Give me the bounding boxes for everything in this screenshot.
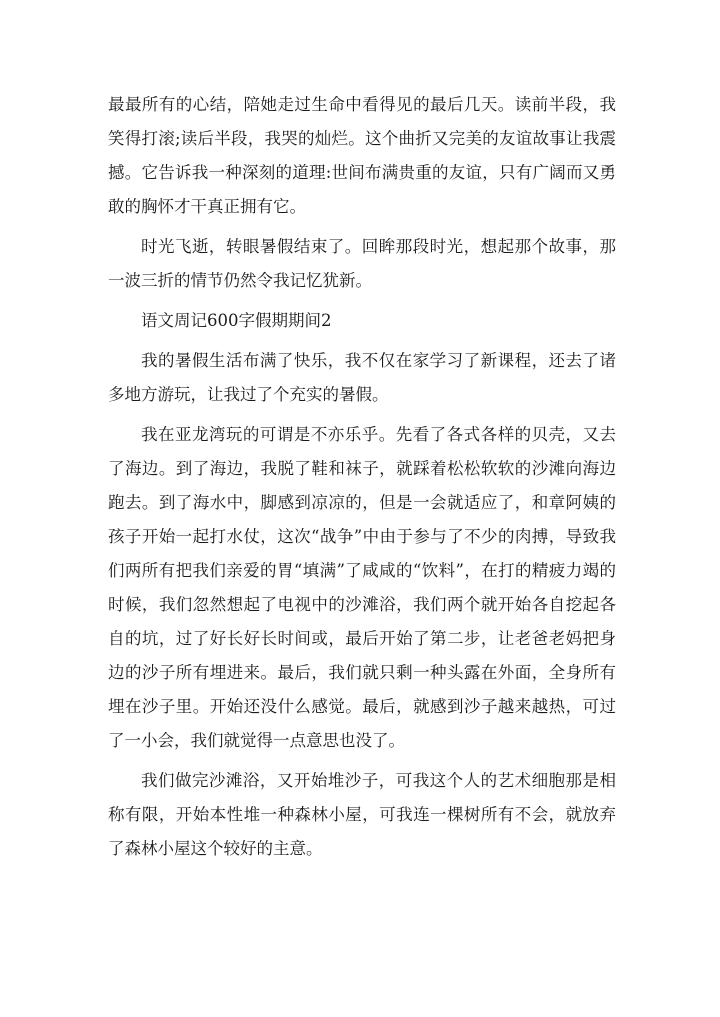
paragraph: 时光飞逝，转眼暑假结束了。回眸那段时光，想起那个故事，那一波三折的情节仍然令我记忆犹新。 [108,237,616,290]
paragraph: 我在亚龙湾玩的可谓是不亦乐乎。先看了各式各样的贝壳，又去了海边。到了海边，我脱了鞋和袜子，就踩着松松软软的沙滩向海边跑去。到了海水中，脚感到凉凉的，但是一会就适应了，和章阿姨的孩子开始一起打水仗，这次“战争”中由于参与了不少的肉搏，导致我们两所有把我们亲爱的胃“填满”了咸咸的“饮料”，在打的精疲力竭的时候，我们忽然想起了电视中的沙滩浴，我们两个就开始各自挖起各自的坑，过了好长好长时间或，最后开始了第二步，让老爸老妈把身边的沙子所有埋进来。最后，我们就只剩一种头露在外面，全身所有埋在沙子里。开始还没什么感觉。最后，就感到沙子越来越热，可过了一小会，我们就觉得一点意思也没了。 [108,425,616,750]
paragraph-continuation: 最最所有的心结，陪她走过生命中看得见的最后几天。读前半段，我笑得打滚;读后半段，我哭的灿烂。这个曲折又完美的友谊故事让我震撼。它告诉我一种深刻的道理:世间布满贵重的友谊，只有广阔而又勇敢的胸怀才干真正拥有它。 [108,95,616,216]
section-heading: 语文周记600字假期期间2 [141,311,332,330]
paragraph: 我们做完沙滩浴，又开始堆沙子，可我这个人的艺术细胞那是相称有限，开始本性堆一种森林小屋，可我连一棵树所有不会，就放弃了森林小屋这个较好的主意。 [108,771,616,858]
paragraph: 我的暑假生活布满了快乐，我不仅在家学习了新课程，还去了诸多地方游玩，让我过了个充实的暑假。 [108,351,616,404]
document-body [108,88,616,872]
